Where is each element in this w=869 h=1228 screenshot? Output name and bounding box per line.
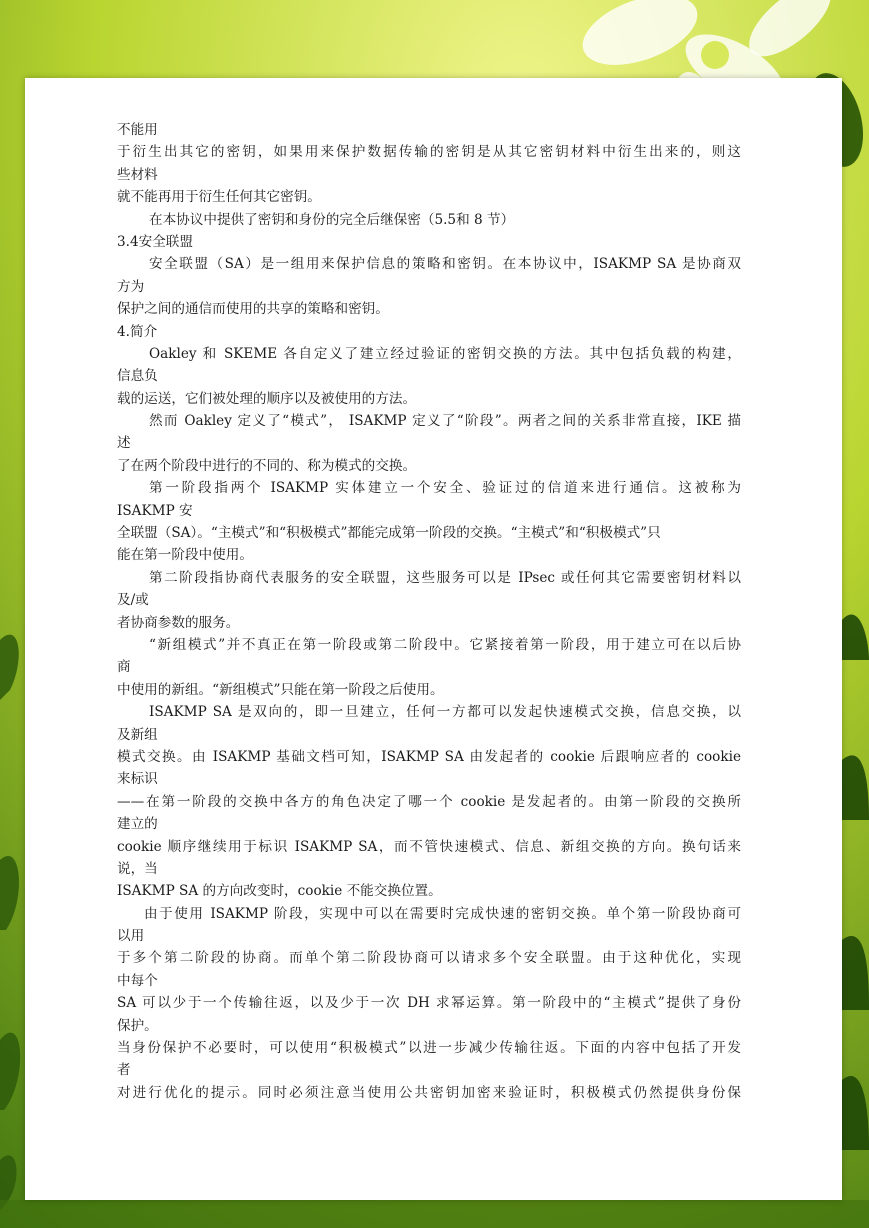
text-line: 保护。 — [117, 1017, 158, 1034]
text-line: 3.4安全联盟 — [117, 233, 193, 250]
text-line: 于多个第二阶段的协商。而单个第二阶段协商可以请求多个安全联盟。由于这种优化，实现 — [117, 950, 741, 967]
text-line: 然而 Oakley 定义了“模式”， ISAKMP 定义了“阶段”。两者之间的关系非常直接，IKE 描 — [149, 413, 741, 430]
text-line: 及/或 — [117, 592, 149, 609]
text-line: 中使用的新组。“新组模式”只能在第一阶段之后使用。 — [117, 681, 444, 698]
text-line: 模式交换。由 ISAKMP 基础文档可知，ISAKMP SA 由发起者的 cookie 后跟响应者的 cookie — [117, 748, 741, 765]
text-line: 者 — [117, 1062, 131, 1079]
text-line: 方为 — [117, 278, 145, 295]
text-line: “新组模式”并不真正在第一阶段或第二阶段中。它紧接着第一阶段，用于建立可在以后协 — [149, 636, 741, 653]
text-line: ISAKMP SA 是双向的，即一旦建立，任何一方都可以发起快速模式交换，信息交换，以 — [149, 704, 741, 721]
text-line: 载的运送，它们被处理的顺序以及被使用的方法。 — [117, 390, 417, 407]
text-line: 建立的 — [117, 816, 158, 833]
text-line: 第二阶段指协商代表服务的安全联盟，这些服务可以是 IPsec 或任何其它需要密钥材料以 — [149, 569, 741, 586]
text-line: 于衍生出其它的密钥，如果用来保护数据传输的密钥是从其它密钥材料中衍生出来的，则这 — [117, 144, 741, 161]
text-line: 当身份保护不必要时，可以使用“积极模式”以进一步减少传输往返。下面的内容中包括了开发 — [117, 1040, 741, 1057]
text-line: 了在两个阶段中进行的不同的、称为模式的交换。 — [117, 457, 417, 474]
text-line: 商 — [117, 659, 131, 676]
text-line: 不能用 — [117, 122, 158, 138]
text-line: Oakley 和 SKEME 各自定义了建立经过验证的密钥交换的方法。其中包括负载的构建， — [149, 345, 741, 362]
text-line: 4.简介 — [117, 323, 158, 340]
text-line: 第一阶段指两个 ISAKMP 实体建立一个安全、验证过的信道来进行通信。这被称为 — [149, 480, 741, 497]
text-line: 者协商参数的服务。 — [117, 614, 240, 631]
text-line: 对进行优化的提示。同时必须注意当使用公共密钥加密来验证时，积极模式仍然提供身份保 — [117, 1084, 741, 1101]
text-line: 来标识 — [117, 771, 158, 788]
text-line: 及新组 — [117, 726, 158, 743]
text-line: ——在第一阶段的交换中各方的角色决定了哪一个 cookie 是发起者的。由第一阶段的交换所 — [117, 793, 741, 810]
text-line: 中每个 — [117, 972, 158, 989]
text-line: 保护之间的通信而使用的共享的策略和密钥。 — [117, 301, 389, 318]
text-line: 些材料 — [117, 166, 158, 183]
text-line: 在本协议中提供了密钥和身份的完全后继保密（5.5和 8 节） — [149, 211, 515, 228]
text-line: 以用 — [117, 928, 145, 945]
document-body — [117, 119, 741, 1104]
text-line: 由于使用 ISAKMP 阶段，实现中可以在需要时完成快速的密钥交换。单个第一阶段协商可 — [144, 905, 741, 922]
text-line: ISAKMP SA 的方向改变时，cookie 不能交换位置。 — [117, 883, 442, 900]
text-line: 述 — [117, 435, 131, 452]
text-line: 就不能再用于衍生任何其它密钥。 — [117, 189, 321, 206]
text-line: SA 可以少于一个传输往返，以及少于一次 DH 求幂运算。第一阶段中的“主模式”提供了身份 — [117, 995, 741, 1012]
text-line: 能在第一阶段中使用。 — [117, 547, 253, 564]
text-line: 安全联盟（SA）是一组用来保护信息的策略和密钥。在本协议中，ISAKMP SA 是协商双 — [149, 256, 741, 273]
text-line: 说，当 — [117, 860, 158, 877]
text-line: cookie 顺序继续用于标识 ISAKMP SA，而不管快速模式、信息、新组交换的方向。换句话来 — [117, 838, 741, 855]
text-line: 全联盟（SA）。“主模式”和“积极模式”都能完成第一阶段的交换。“主模式”和“积极模式”只 — [117, 525, 661, 542]
text-line: ISAKMP 安 — [117, 502, 193, 519]
text-line: 信息负 — [117, 368, 158, 385]
